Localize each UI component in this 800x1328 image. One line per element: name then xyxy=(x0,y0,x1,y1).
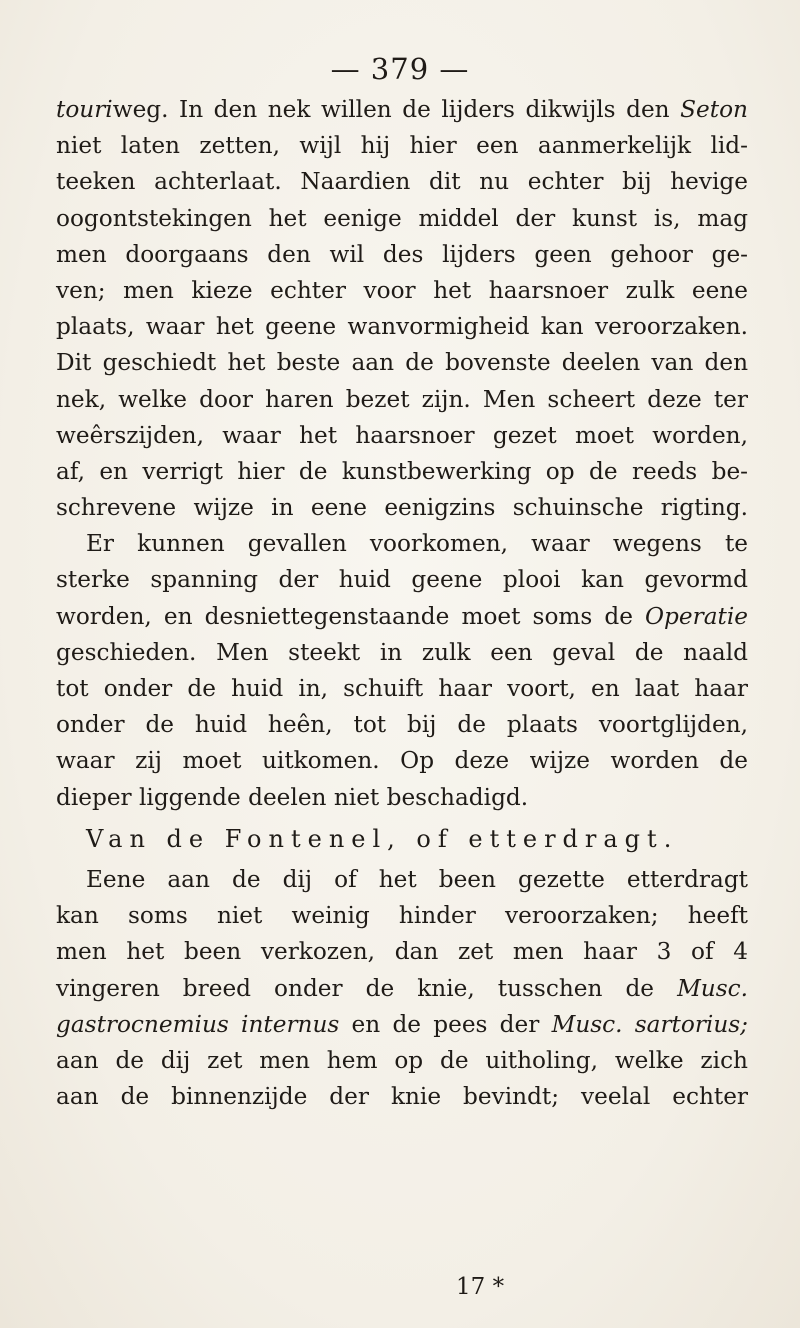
text-run: geschieden. Men steekt in zulk een geval de naald xyxy=(56,638,748,666)
text-run: ven; men kieze echter voor het haarsnoer zulk eene xyxy=(56,276,748,304)
italic-term: Seton xyxy=(680,96,748,123)
text-run: oogontstekingen het eenige middel der kunst is, mag xyxy=(56,204,748,232)
text-run: Eene aan de dij of het been gezette etterdragt xyxy=(86,865,748,893)
text-run: weg. In den nek willen de lijders dikwijls den xyxy=(112,96,681,123)
italic-term: Operatie xyxy=(645,602,748,630)
signature-mark: 17 * xyxy=(456,1274,505,1300)
text-run: schrevene wijze in eene eenigzins schuinsche rigting. xyxy=(56,494,748,522)
text-line xyxy=(56,599,748,635)
text-run: sterke spanning der huid geene plooi kan gevormd xyxy=(56,566,748,594)
text-line xyxy=(56,707,748,743)
text-run: aan de dij zet men hem op de uitholing, welke zich xyxy=(56,1046,748,1074)
text-line xyxy=(56,635,748,671)
text-line xyxy=(56,418,748,454)
text-line xyxy=(56,490,748,526)
text-line xyxy=(56,743,748,779)
text-run: plaats, waar het geene wanvormigheid kan veroorzaken. xyxy=(56,313,748,341)
text-run: niet laten zetten, wijl hij hier een aanmerkelijk lid- xyxy=(56,132,748,160)
text-run: vingeren breed onder de knie, tusschen de xyxy=(56,974,678,1002)
text-run: tot onder de huid in, schuift haar voort, en laat haar xyxy=(56,675,748,702)
italic-term: gastrocnemius internus xyxy=(56,1010,340,1038)
text-run: aan de binnenzijde der knie bevindt; veelal echter xyxy=(56,1083,748,1111)
paragraph-fontenel xyxy=(56,862,748,1115)
paragraph-seton xyxy=(56,92,748,816)
italic-term: touri xyxy=(56,96,113,123)
text-line xyxy=(56,273,748,309)
text-line xyxy=(56,201,748,237)
text-line xyxy=(56,128,748,164)
text-line xyxy=(56,309,748,345)
text-run: nek, welke door haren bezet zijn. Men scheert deze ter xyxy=(56,385,748,413)
text-line xyxy=(56,454,748,490)
text-line xyxy=(56,671,748,707)
section-title: Van de Fontenel, of etterdragt. xyxy=(86,824,679,853)
text-run: teeken achterlaat. Naardien dit nu echter bij hevige xyxy=(56,168,748,196)
text-line xyxy=(56,971,748,1007)
text-line xyxy=(56,237,748,273)
text-line xyxy=(56,92,748,128)
text-run: men het been verkozen, dan zet men haar 3 of 4 xyxy=(56,938,748,966)
text-run: af, en verrigt hier de kunstbewerking op de reeds be- xyxy=(56,457,748,485)
text-line xyxy=(56,1007,748,1043)
text-line xyxy=(56,1079,748,1115)
text-run: Er kunnen gevallen voorkomen, waar wegens te xyxy=(86,530,748,558)
text-line xyxy=(56,382,748,418)
text-run: kan soms niet weinig hinder veroorzaken; heeft xyxy=(56,902,748,930)
text-line xyxy=(56,780,748,816)
text-line xyxy=(56,526,748,562)
text-line xyxy=(56,862,748,898)
italic-term: Musc. sartorius; xyxy=(551,1010,748,1038)
text-line xyxy=(56,898,748,934)
text-line xyxy=(56,1043,748,1079)
text-run: onder de huid heên, tot bij de plaats voortglijden, xyxy=(56,711,748,739)
text-run: worden, en desniettegenstaande moet soms de xyxy=(56,602,646,630)
text-run: weêrszijden, waar het haarsnoer gezet moet worden, xyxy=(56,421,748,449)
text-run: men doorgaans den wil des lijders geen gehoor ge- xyxy=(56,240,748,268)
text-run: dieper liggende deelen niet beschadigd. xyxy=(56,783,529,811)
text-line xyxy=(56,562,748,598)
text-run: Dit geschiedt het beste aan de bovenste deelen van den xyxy=(56,349,748,377)
text-run: waar zij moet uitkomen. Op deze wijze worden de xyxy=(56,747,748,775)
text-line xyxy=(56,164,748,200)
page-number: — 379 — xyxy=(330,52,470,86)
body-text xyxy=(56,92,748,1115)
text-run: en de pees der xyxy=(339,1010,552,1038)
italic-term: Musc. xyxy=(677,974,748,1002)
text-line xyxy=(56,934,748,970)
text-line xyxy=(56,345,748,381)
